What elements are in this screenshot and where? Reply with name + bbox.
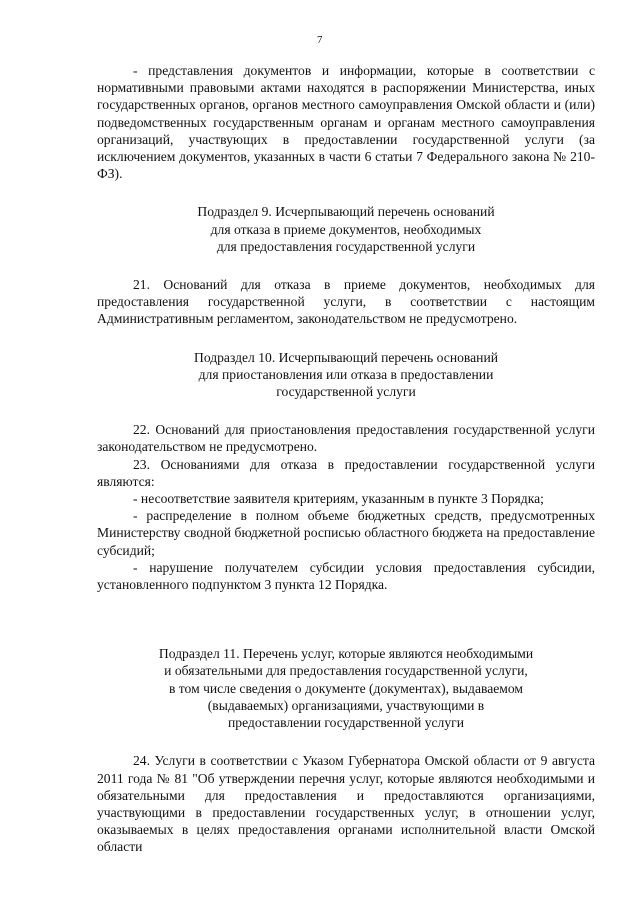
paragraph-23-item-3: - нарушение получателем субсидии условия предоставления субсидии, установленного подпунктом 3 пункта 12 Порядка. (97, 559, 595, 593)
subsection-10-heading-line: для приостановления или отказа в предоставлении (198, 366, 494, 382)
paragraph-23: 23. Основаниями для отказа в предоставлении государственной услуги являются: (97, 456, 595, 489)
subsection-10-heading-line: государственной услуги (276, 384, 416, 400)
paragraph-24: 24. Услуги в соответствии с Указом Губернатора Омской области от 9 августа 2011 года № 81 "Об утверждении перечня услуг, которые являются необходимыми и обязательными для предоставления и предоставляются организациями, участвующими в предоставлении государственных услуг, в отношении услуг, оказываемых в целях предоставления органами исполнительной власти Омской области (97, 753, 595, 855)
subsection-9-heading (97, 203, 595, 255)
paragraph-21: 21. Оснований для отказа в приеме документов, необходимых для предоставления государственной услуги, в соответствии с настоящим Административным регламентом, законодательством не предусмотрено. (97, 277, 595, 327)
subsection-11-heading (97, 645, 595, 731)
paragraph-23-item-2: - распределение в полном объеме бюджетных средств, предусмотренных Министерству сводной бюджетной росписью областного бюджета на предоставление субсидий; (97, 508, 595, 558)
intro-list-item: - представления документов и информации, которые в соответствии с нормативными правовыми актами находятся в распоряжении Министерства, иных государственных органов, органов местного самоуправления Омской области и (или) подведомственных государственным органам и органам местного самоуправления организаций, участвующих в предоставлении государственной услуги (за исключением документов, указанных в части 6 статьи 7 Федерального закона № 210-ФЗ). (97, 63, 595, 182)
subsection-9-heading-line: для предоставления государственной услуги (216, 238, 476, 254)
paragraph-22: 22. Оснований для приостановления предоставления государственной услуги законодательством не предусмотрено. (97, 422, 595, 455)
subsection-10-heading (97, 349, 595, 401)
subsection-11-heading-line: и обязательными для предоставления государственной услуги, (164, 663, 528, 679)
subsection-11-heading-line: Подраздел 11. Перечень услуг, которые являются необходимыми (158, 646, 534, 662)
subsection-11-heading-line: предоставлении государственной услуги (228, 715, 464, 731)
subsection-10-heading-line: Подраздел 10. Исчерпывающий перечень оснований (194, 349, 498, 365)
subsection-9-heading-line: для отказа в приеме документов, необходимых (210, 221, 482, 237)
document-body (97, 62, 595, 856)
subsection-11-heading-line: (выдаваемых) организациями, участвующими в (207, 697, 485, 713)
page-number: 7 (317, 34, 323, 46)
paragraph-23-item-1: - несоответствие заявителя критериям, указанным в пункте 3 Порядка; (133, 491, 544, 507)
subsection-11-heading-line: в том числе сведения о документе (документах), выдаваемом (168, 680, 524, 696)
subsection-9-heading-line: Подраздел 9. Исчерпывающий перечень оснований (197, 204, 495, 220)
